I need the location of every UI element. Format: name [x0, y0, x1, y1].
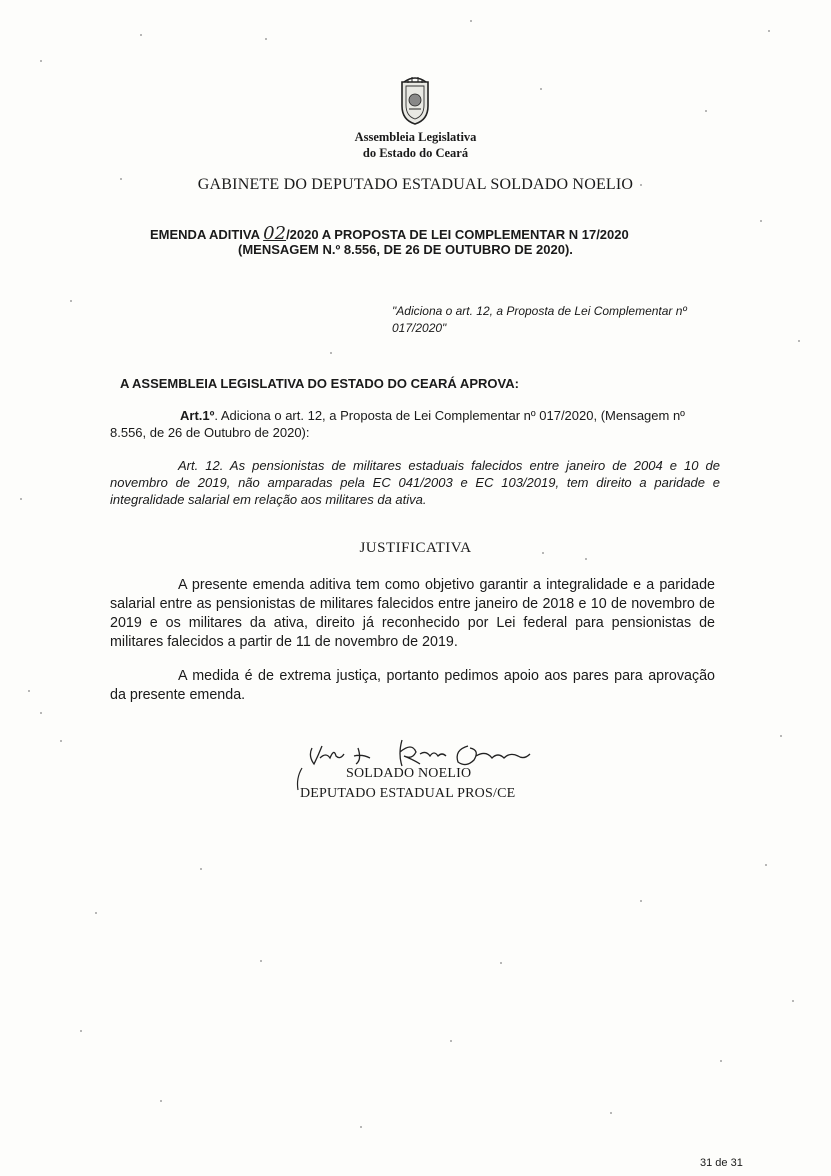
amendment-title-line2: (MENSAGEM N.º 8.556, DE 26 DE OUTUBRO DE 2020).	[238, 242, 573, 257]
article-12: Art. 12. As pensionistas de militares estaduais falecidos entre janeiro de 2004 e 10 de novembro de 2019, não amparadas pela EC 041/2003 e EC 103/2019, tem direito a paridade e integralidade salarial em relação aos militares da ativa.	[110, 458, 720, 507]
justification-title: JUSTIFICATIVA	[359, 540, 472, 556]
amendment-title-rest: /2020 A PROPOSTA DE LEI COMPLEMENTAR N 17/2020	[286, 227, 629, 242]
article-1-text: . Adiciona o art. 12, a Proposta de Lei Complementar nº 017/2020, (Mensagem nº 8.556, de 26 de Outubro de 2020):	[110, 408, 685, 440]
approval-statement: A ASSEMBLEIA LEGISLATIVA DO ESTADO DO CEARÁ APROVA:	[120, 376, 519, 391]
institution-state: do Estado do Ceará	[362, 146, 469, 160]
signatory-name: SOLDADO NOELIO	[346, 766, 472, 781]
assembly-seal-icon	[396, 76, 434, 126]
article-1	[110, 407, 720, 441]
handwritten-amendment-number: 02	[263, 223, 287, 244]
page-number: 31 de 31	[700, 1157, 743, 1169]
amendment-title-line1	[150, 223, 629, 244]
justification-paragraph-1: A presente emenda aditiva tem como objetivo garantir a integralidade e a paridade salarial entre as pensionistas de militares falecidos entre janeiro de 2018 e 10 de novembro de 2019 e os militares da ativa, direito já reconhecido por Lei federal para pensionistas de militares falecidos a partir de 11 de novembro de 2019.	[110, 577, 715, 650]
ementa: "Adiciona o art. 12, a Proposta de Lei Complementar nº 017/2020"	[392, 304, 687, 335]
signatory-role: DEPUTADO ESTADUAL PROS/CE	[300, 786, 516, 801]
amendment-title-prefix: EMENDA ADITIVA	[150, 227, 264, 242]
handwritten-signature	[290, 734, 540, 794]
article-1-label: Art.1º	[180, 408, 215, 423]
institution-name: Assembleia Legislativa	[354, 130, 477, 144]
justification-paragraph-2: A medida é de extrema justiça, portanto pedimos apoio aos pares para aprovação da presente emenda.	[110, 668, 715, 703]
office-heading: GABINETE DO DEPUTADO ESTADUAL SOLDADO NOELIO	[197, 176, 634, 193]
